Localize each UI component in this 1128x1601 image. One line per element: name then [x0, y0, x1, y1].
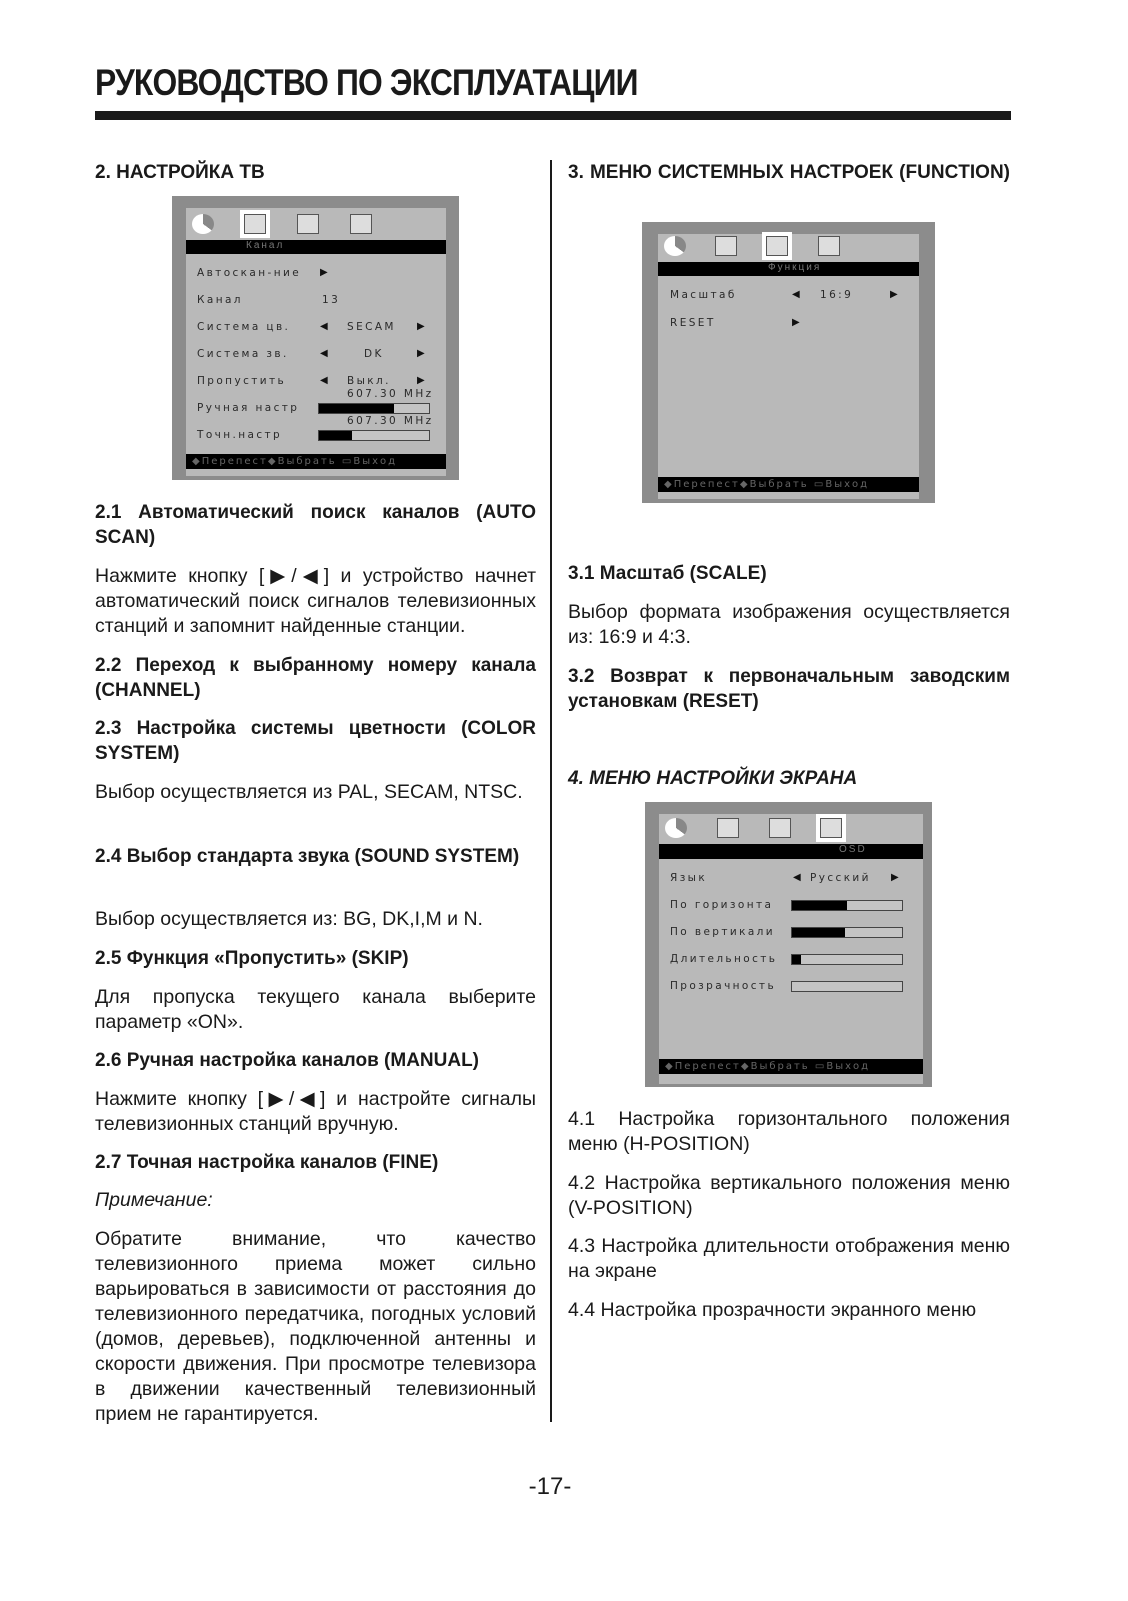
level-fill — [792, 955, 801, 964]
paragraph: 4.3 Настройка длительности отображения меню на экране — [568, 1235, 1010, 1282]
subsection-heading: 2.5 Функция «Пропустить» (SKIP) — [95, 948, 409, 969]
function-icon — [297, 214, 319, 234]
fine-tune-bar — [318, 430, 430, 441]
left-arrow-icon: ◀ — [320, 348, 328, 359]
page-number: -17- — [528, 1473, 572, 1500]
subsection-heading: 2.2 Переход к выбранному номеру канала (CHANNEL) — [95, 655, 536, 701]
picture-icon — [664, 236, 686, 256]
osd-icon — [820, 818, 842, 838]
function-icon — [766, 236, 788, 256]
osd-label: Система цв. — [197, 321, 291, 333]
right-arrow-icon: ▶ — [320, 267, 328, 278]
section-heading: 3. МЕНЮ СИСТЕМНЫХ НАСТРОЕК (FUNCTION) — [568, 162, 1010, 183]
subsection-heading: 2.4 Выбор стандарта звука (SOUND SYSTEM) — [95, 846, 520, 867]
osd-value: 16:9 — [820, 289, 854, 301]
level-fill — [792, 901, 847, 910]
osd-value: 607.30 MHz — [347, 415, 434, 427]
section-heading: 2. НАСТРОЙКА ТВ — [95, 162, 265, 183]
level-fill — [319, 404, 394, 413]
paragraph: Нажмите кнопку [▶/◀] и настройте сигналы телевизионных станций вручную. — [95, 1088, 536, 1135]
osd-label: Система зв. — [197, 348, 289, 360]
right-arrow-icon: ▶ — [417, 321, 425, 332]
channel-icon — [715, 236, 737, 256]
paragraph: Нажмите кнопку [▶/◀] и устройство начнет автоматический поиск сигналов телевизионных станций и запомнит найденные станции. — [95, 565, 536, 637]
note-paragraph: Обратите внимание, что качество телевизионного приема может сильно варьироваться в зависимости от расстояния до телевизионного передатчика, погодных условий (домов, деревьев), подключенной антенны и скорости движения. При просмотре телевизора в движении качественный телевизионный прием не гарантируется. — [95, 1228, 536, 1425]
subsection-heading: 3.2 Возврат к первоначальным заводским установкам (RESET) — [568, 666, 1010, 712]
function-icon — [769, 818, 791, 838]
subsection-heading: 2.6 Ручная настройка каналов (MANUAL) — [95, 1050, 480, 1071]
osd-function-menu — [642, 222, 935, 503]
osd-label: Длительность — [670, 953, 778, 965]
osd-title: OSD — [659, 844, 923, 859]
osd-label: Язык — [670, 872, 708, 884]
left-arrow-icon: ◀ — [320, 375, 328, 386]
subsection-heading: 2.3 Настройка системы цветности (COLOR SYSTEM) — [95, 718, 536, 764]
picture-icon — [665, 818, 687, 838]
osd-footer: ◆Перепест◆Выбрать ▭Выход — [186, 454, 446, 469]
osd-value: SECAM — [347, 321, 396, 333]
osd-value: Выкл. — [347, 375, 391, 387]
paragraph: 4.1 Настройка горизонтального положения меню (H-POSITION) — [568, 1108, 1010, 1155]
section-heading: 4. МЕНЮ НАСТРОЙКИ ЭКРАНА — [568, 768, 858, 789]
osd-label: Пропустить — [197, 375, 287, 387]
level-fill — [319, 431, 352, 440]
osd-label: Прозрачность — [670, 980, 777, 992]
osd-label: Ручная настр — [197, 402, 300, 414]
osd-value: 607.30 MHz — [347, 388, 434, 400]
osd-label: По вертикали — [670, 926, 776, 938]
h-position-bar — [791, 900, 903, 911]
right-arrow-icon: ▶ — [891, 872, 899, 883]
picture-icon — [192, 214, 214, 234]
right-arrow-icon: ▶ — [417, 375, 425, 386]
channel-icon — [717, 818, 739, 838]
page-title: РУКОВОДСТВО ПО ЭКСПЛУАТАЦИИ — [95, 62, 638, 103]
left-arrow-icon: ◀ — [792, 289, 800, 300]
duration-bar — [791, 954, 903, 965]
column-divider — [550, 160, 552, 1422]
osd-label: Канал — [197, 294, 243, 306]
osd-icon — [350, 214, 372, 234]
right-arrow-icon: ▶ — [417, 348, 425, 359]
paragraph: Выбор осуществляется из: BG, DK,I,M и N. — [95, 908, 483, 930]
osd-label: Автоскан-ние — [197, 267, 302, 279]
subsection-heading: 2.1 Автоматический поиск каналов (AUTO SCAN) — [95, 502, 536, 548]
osd-footer: ◆Перепест◆Выбрать ▭Выход — [659, 1059, 923, 1074]
right-arrow-icon: ▶ — [890, 289, 898, 300]
channel-icon — [244, 214, 266, 234]
note-label: Примечание: — [95, 1189, 213, 1211]
osd-screen-menu — [645, 802, 932, 1087]
level-fill — [792, 928, 845, 937]
subsection-heading: 3.1 Масштаб (SCALE) — [568, 563, 767, 584]
osd-icon — [818, 236, 840, 256]
paragraph: Для пропуска текущего канала выберите параметр «ON». — [95, 986, 536, 1033]
osd-value: 13 — [322, 294, 341, 306]
osd-label: RESET — [670, 317, 716, 329]
osd-label: По горизонта — [670, 899, 774, 911]
osd-value: DK — [364, 348, 384, 360]
osd-value: Русский — [810, 872, 871, 884]
osd-footer: ◆Перепест◆Выбрать ▭Выход — [658, 477, 919, 492]
osd-label: Масштаб — [670, 289, 737, 301]
osd-channel-menu — [172, 196, 459, 480]
manual-tune-bar — [318, 403, 430, 414]
header-rule — [95, 111, 1011, 120]
v-position-bar — [791, 927, 903, 938]
paragraph: Выбор формата изображения осуществляется из: 16:9 и 4:3. — [568, 601, 1010, 648]
right-arrow-icon: ▶ — [792, 317, 800, 328]
left-arrow-icon: ◀ — [320, 321, 328, 332]
left-arrow-icon: ◀ — [793, 872, 801, 883]
subsection-heading: 2.7 Точная настройка каналов (FINE) — [95, 1152, 439, 1173]
paragraph: 4.4 Настройка прозрачности экранного меню — [568, 1299, 977, 1321]
osd-title: Канал — [186, 240, 446, 254]
paragraph: Выбор осуществляется из PAL, SECAM, NTSC. — [95, 781, 523, 803]
transparency-bar — [791, 981, 903, 992]
osd-label: Точн.настр — [197, 429, 283, 441]
osd-title: Функция — [658, 262, 919, 276]
paragraph: 4.2 Настройка вертикального положения меню (V-POSITION) — [568, 1172, 1010, 1219]
